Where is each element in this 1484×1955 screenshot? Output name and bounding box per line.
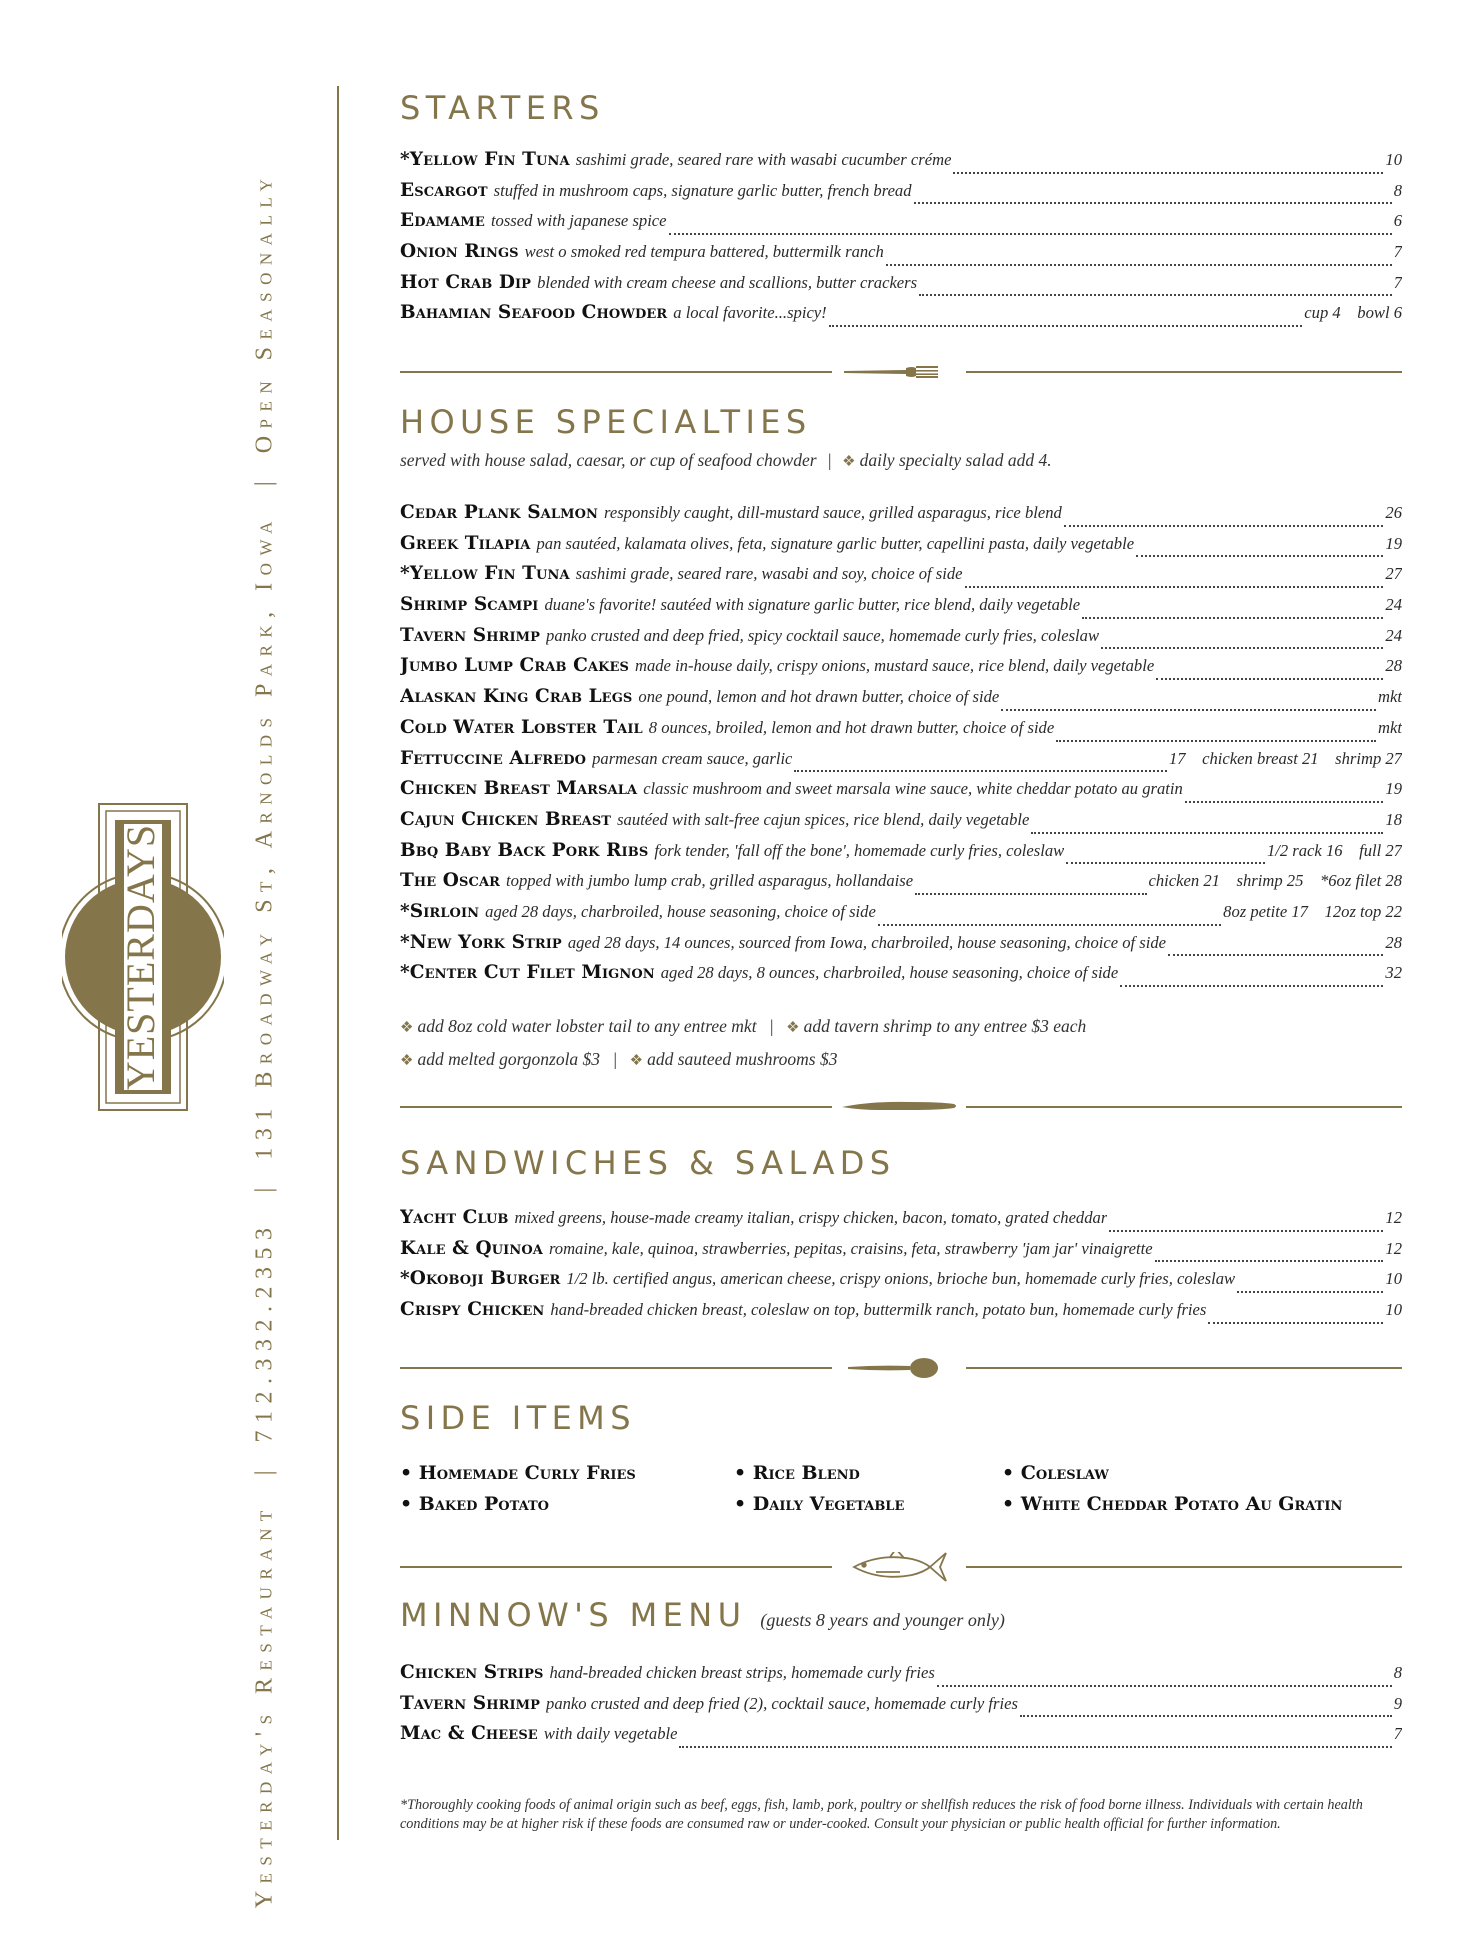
item-name: *Sirloin: [400, 900, 480, 922]
item-name: Tavern Shrimp: [400, 624, 541, 646]
item-name: *Yellow Fin Tuna: [400, 563, 570, 585]
item-price: 19: [1385, 779, 1402, 799]
starters-list: [400, 149, 1402, 333]
leader-dots: [937, 1685, 1392, 1687]
leader-dots: [965, 586, 1384, 588]
house-specialties-title: HOUSE SPECIALTIES: [400, 403, 812, 441]
item-name: Crispy Chicken: [400, 1299, 545, 1321]
item-description: responsibly caught, dill-mustard sauce, grilled asparagus, rice blend: [603, 503, 1062, 522]
leader-dots: [1031, 832, 1383, 834]
item-price: 10: [1385, 1269, 1402, 1289]
item-price: 26: [1385, 503, 1402, 522]
fork-icon: [844, 357, 944, 387]
item-description: duane's favorite! sautéed with signature garlic butter, rice blend, daily vegetable: [544, 595, 1081, 615]
knife-icon: [840, 1092, 960, 1122]
specialties-note-text: served with house salad, caesar, or cup of seafood chowder: [400, 450, 817, 470]
leader-dots: [1136, 555, 1383, 557]
menu-item: [400, 686, 1402, 717]
addon-line-1: [400, 1016, 1086, 1037]
menu-item: [400, 1207, 1402, 1238]
menu-item: [400, 180, 1402, 211]
item-name: The Oscar: [400, 870, 501, 892]
item-description: pan sautéed, kalamata olives, feta, signature garlic butter, capellini pasta, daily vegetable: [536, 533, 1135, 553]
item-name: Cedar Plank Salmon: [400, 502, 598, 523]
addon-mushrooms: add sauteed mushrooms $3: [647, 1049, 838, 1069]
street-address: 131 Broadway St, Arnolds Park, Iowa: [251, 514, 278, 1160]
leader-dots: [1109, 1230, 1383, 1232]
addon-separator: |: [612, 1049, 618, 1069]
item-description: parmesan cream sauce, garlic: [592, 748, 793, 768]
item-name: *Yellow Fin Tuna: [400, 149, 570, 170]
leader-dots: [1082, 617, 1383, 619]
diamond-bullet-icon: ❖: [842, 454, 856, 470]
item-price: 19: [1385, 533, 1402, 553]
menu-item: [400, 302, 1402, 333]
fork-divider: [400, 357, 1402, 387]
item-name: Bahamian Seafood Chowder: [400, 302, 668, 324]
restaurant-name: Yesterday's Restaurant: [251, 1503, 278, 1909]
fish-icon: [850, 1552, 950, 1596]
diamond-bullet-icon: ❖: [629, 1053, 644, 1069]
leader-dots: [915, 893, 1146, 895]
menu-item: [400, 563, 1402, 594]
leader-dots: [1064, 525, 1384, 527]
menu-item: [400, 870, 1402, 901]
spoon-icon: [848, 1353, 948, 1383]
diamond-bullet-icon: ❖: [400, 1020, 414, 1036]
specialty-salad-note: daily specialty salad add 4.: [859, 450, 1052, 470]
item-name: Shrimp Scampi: [400, 594, 539, 616]
item-price: 28: [1385, 932, 1402, 952]
menu-item: [400, 1238, 1402, 1269]
vertical-address-band: Yesterday's Restaurant|712.332.2353|131 Broadway St, Arnolds Park, Iowa|Open Seasonally: [251, 171, 278, 1909]
item-name: Kale & Quinoa: [400, 1237, 543, 1259]
leader-dots: [878, 924, 1221, 926]
menu-item: [400, 1299, 1402, 1330]
item-price: 10: [1385, 150, 1402, 169]
item-description: 1/2 lb. certified angus, american cheese, crispy onions, brioche bun, homemade curly fries, coleslaw: [566, 1269, 1236, 1289]
item-name: Cajun Chicken Breast: [400, 808, 612, 830]
menu-item: [400, 962, 1402, 993]
item-price: chicken 21 shrimp 25 *6oz filet 28: [1148, 871, 1402, 891]
item-description: sashimi grade, seared rare, wasabi and soy, choice of side: [575, 564, 963, 584]
menu-item: [400, 241, 1402, 272]
menu-item: [400, 840, 1402, 871]
menu-item: [400, 655, 1402, 686]
fish-divider: [400, 1552, 1402, 1582]
item-price: 6: [1393, 211, 1402, 231]
item-price: 27: [1385, 564, 1402, 584]
addon-shrimp: add tavern shrimp to any entree $3 each: [803, 1016, 1087, 1036]
minnows-title-text: MINNOW'S MENU: [400, 1596, 747, 1634]
leader-dots: [1185, 801, 1384, 803]
item-description: sautéed with salt-free cajun spices, rice blend, daily vegetable: [617, 809, 1030, 829]
menu-item: [400, 594, 1402, 625]
item-name: Cold Water Lobster Tail: [400, 716, 643, 738]
leader-dots: [1101, 647, 1383, 649]
item-price: 10: [1385, 1300, 1402, 1320]
menu-item: [400, 272, 1402, 303]
menu-item: [400, 625, 1402, 656]
item-name: Greek Tilapia: [400, 532, 531, 554]
sandwiches-salads-title: SANDWICHES & SALADS: [400, 1144, 896, 1182]
leader-dots: [914, 202, 1392, 204]
item-price: 12: [1385, 1238, 1402, 1258]
item-price: 24: [1385, 625, 1402, 645]
item-name: *New York Strip: [400, 931, 562, 953]
side-items-title: SIDE ITEMS: [400, 1399, 636, 1437]
menu-item: [400, 210, 1402, 241]
item-description: tossed with japanese spice: [490, 211, 667, 231]
minnows-menu-title: [400, 1596, 1005, 1634]
addon-line-2: [400, 1049, 837, 1070]
item-name: Escargot: [400, 179, 488, 201]
item-description: aged 28 days, charbroiled, house seasoning, choice of side: [485, 901, 876, 921]
item-name: Mac & Cheese: [400, 1723, 538, 1745]
side-item: • Coleslaw: [1002, 1462, 1109, 1484]
item-description: sashimi grade, seared rare with wasabi cucumber créme: [575, 150, 952, 169]
leader-dots: [1066, 862, 1265, 864]
menu-item: [400, 1723, 1402, 1754]
addon-lobster: add 8oz cold water lobster tail to any entree mkt: [417, 1016, 757, 1036]
specialties-list: [400, 502, 1402, 993]
item-name: Chicken Breast Marsala: [400, 778, 638, 800]
item-name: Edamame: [400, 210, 485, 232]
item-name: *Okoboji Burger: [400, 1268, 561, 1290]
leader-dots: [1156, 678, 1383, 680]
item-description: panko crusted and deep fried (2), cocktail sauce, homemade curly fries: [546, 1693, 1018, 1713]
item-price: mkt: [1378, 687, 1402, 707]
item-description: fork tender, 'fall off the bone', homemade curly fries, coleslaw: [654, 840, 1065, 860]
leader-dots: [679, 1746, 1391, 1748]
item-name: Alaskan King Crab Legs: [400, 686, 633, 708]
item-description: made in-house daily, crispy onions, mustard sauce, rice blend, daily vegetable: [634, 656, 1155, 676]
item-description: 8 ounces, broiled, lemon and hot drawn butter, choice of side: [648, 717, 1055, 737]
item-price: 8oz petite 17 12oz top 22: [1223, 901, 1402, 921]
item-name: Tavern Shrimp: [400, 1692, 541, 1714]
item-price: cup 4 bowl 6: [1304, 303, 1402, 323]
item-description: stuffed in mushroom caps, signature garlic butter, french bread: [493, 180, 912, 200]
phone-number: 712.332.2353: [251, 1220, 278, 1443]
leader-dots: [953, 172, 1383, 174]
leader-dots: [1237, 1291, 1383, 1293]
item-price: 18: [1385, 809, 1402, 829]
leader-dots: [1120, 985, 1383, 987]
item-description: hand-breaded chicken breast strips, homemade curly fries: [549, 1663, 935, 1682]
menu-item: [400, 1268, 1402, 1299]
side-item: • Daily Vegetable: [734, 1493, 905, 1515]
menu-item: [400, 1662, 1402, 1693]
menu-item: [400, 932, 1402, 963]
side-item: • Rice Blend: [734, 1462, 860, 1484]
yesterdays-logo: [62, 802, 224, 1112]
leader-dots: [1168, 954, 1383, 956]
leader-dots: [886, 264, 1392, 266]
item-description: aged 28 days, 14 ounces, sourced from Iowa, charbroiled, house seasoning, choice of side: [567, 932, 1167, 952]
food-safety-footnote: *Thoroughly cooking foods of animal origin such as beef, eggs, fish, lamb, pork, poultry or shellfish reduces the risk of food borne illness. Individuals with certain health conditions may be at higher risk if these foods are consumed raw or under-cooked. Consult your physician or public health official for further information.: [400, 1797, 1363, 1832]
menu-item: [400, 533, 1402, 564]
item-price: 28: [1385, 656, 1402, 676]
item-name: Onion Rings: [400, 241, 519, 263]
leader-dots: [829, 325, 1303, 327]
item-price: mkt: [1378, 717, 1402, 737]
leader-dots: [1020, 1715, 1392, 1717]
specialties-note: [400, 450, 1052, 471]
spoon-divider: [400, 1353, 1402, 1383]
item-price: 17 chicken breast 21 shrimp 27: [1168, 748, 1402, 768]
menu-item: [400, 502, 1402, 533]
item-name: Hot Crab Dip: [400, 271, 532, 293]
item-description: aged 28 days, 8 ounces, charbroiled, house seasoning, choice of side: [660, 963, 1119, 983]
leader-dots: [1208, 1322, 1383, 1324]
menu-item: [400, 748, 1402, 779]
item-price: 7: [1393, 242, 1402, 262]
side-item: • Homemade Curly Fries: [400, 1462, 636, 1484]
minnows-age-note: (guests 8 years and younger only): [760, 1610, 1005, 1630]
item-description: mixed greens, house-made creamy italian, crispy chicken, bacon, tomato, grated cheddar: [514, 1208, 1108, 1227]
item-price: 7: [1393, 272, 1402, 292]
item-price: 8: [1393, 1663, 1402, 1682]
leader-dots: [1155, 1260, 1384, 1262]
item-price: 24: [1385, 595, 1402, 615]
menu-item: [400, 809, 1402, 840]
item-price: 1/2 rack 16 full 27: [1266, 840, 1402, 860]
item-name: Jumbo Lump Crab Cakes: [400, 655, 629, 677]
item-description: blended with cream cheese and scallions, butter crackers: [537, 272, 918, 292]
item-name: Chicken Strips: [400, 1662, 544, 1683]
note-separator: |: [826, 450, 832, 470]
addon-separator: |: [768, 1016, 774, 1036]
item-price: 7: [1393, 1724, 1402, 1744]
item-description: a local favorite...spicy!: [673, 303, 827, 323]
item-description: west o smoked red tempura battered, buttermilk ranch: [524, 242, 884, 262]
menu-item: [400, 901, 1402, 932]
item-description: one pound, lemon and hot drawn butter, choice of side: [638, 687, 1000, 707]
addon-gorgonzola: add melted gorgonzola $3: [417, 1049, 601, 1069]
starters-title: STARTERS: [400, 89, 605, 127]
vertical-rule: [337, 86, 339, 1840]
menu-item: [400, 1693, 1402, 1724]
item-description: hand-breaded chicken breast, coleslaw on top, buttermilk ranch, potato bun, homemade curly fries: [550, 1300, 1207, 1320]
item-name: Fettuccine Alfredo: [400, 747, 587, 769]
knife-divider: [400, 1092, 1402, 1122]
item-price: 8: [1393, 180, 1402, 200]
leader-dots: [669, 233, 1392, 235]
sandwiches-list: [400, 1207, 1402, 1330]
item-price: 32: [1385, 963, 1402, 983]
season-note: Open Seasonally: [251, 171, 278, 454]
item-name: Bbq Baby Back Pork Ribs: [400, 839, 649, 861]
svg-text:YESTERDAYS: YESTERDAYS: [118, 823, 163, 1091]
menu-item: [400, 717, 1402, 748]
leader-dots: [794, 770, 1167, 772]
item-description: romaine, kale, quinoa, strawberries, pepitas, craisins, feta, strawberry 'jam jar' vinaigrette: [548, 1238, 1153, 1258]
menu-item: [400, 149, 1402, 180]
leader-dots: [1001, 709, 1376, 711]
diamond-bullet-icon: ❖: [786, 1020, 800, 1036]
minnows-list: [400, 1662, 1402, 1754]
item-description: panko crusted and deep fried, spicy cocktail sauce, homemade curly fries, coleslaw: [546, 625, 1100, 645]
item-name: Yacht Club: [400, 1207, 509, 1228]
side-item: • White Cheddar Potato Au Gratin: [1002, 1493, 1343, 1515]
item-name: *Center Cut Filet Mignon: [400, 962, 655, 984]
diamond-bullet-icon: ❖: [400, 1053, 414, 1069]
item-description: with daily vegetable: [543, 1724, 678, 1744]
item-description: topped with jumbo lump crab, grilled asparagus, hollandaise: [506, 871, 914, 891]
leader-dots: [1056, 740, 1376, 742]
item-price: 9: [1393, 1693, 1402, 1713]
item-price: 12: [1385, 1208, 1402, 1227]
side-item: • Baked Potato: [400, 1493, 549, 1515]
menu-item: [400, 778, 1402, 809]
leader-dots: [919, 294, 1392, 296]
item-description: classic mushroom and sweet marsala wine sauce, white cheddar potato au gratin: [643, 779, 1183, 799]
